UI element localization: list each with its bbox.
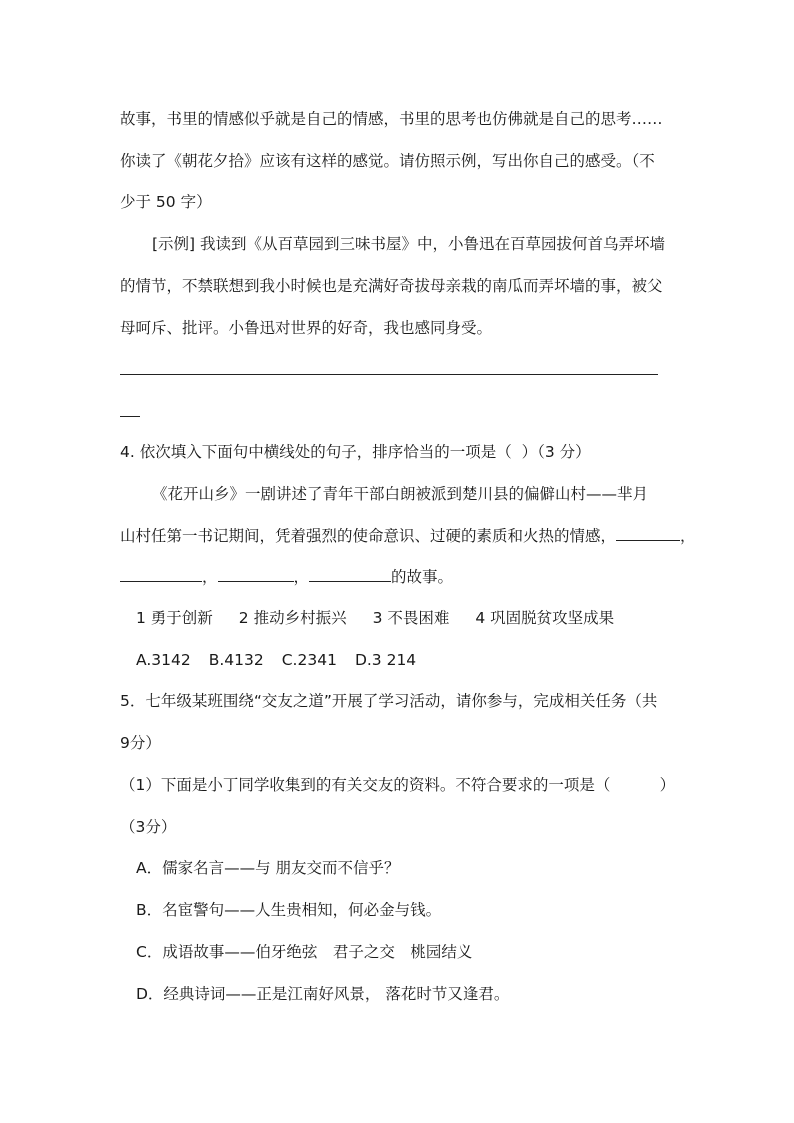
q5-stem-line-2: 9分） bbox=[120, 734, 161, 752]
q5-option-b: B．名宦警句——人生贵相知，何必金与钱。 bbox=[136, 901, 442, 919]
q4-passage-line-2 bbox=[120, 525, 696, 547]
q4-passage-end: 的故事。 bbox=[391, 568, 454, 586]
q5-option-c: C．成语故事——伯牙绝弦 君子之交 桃园结义 bbox=[136, 943, 473, 961]
example-line-2: 的情节，不禁联想到我小时候也是充满好奇拔母亲栽的南瓜而弄坏墙的事，被父 bbox=[120, 277, 663, 295]
q4-choice-c: C.2341 bbox=[281, 651, 337, 669]
q4-item: 4 巩固脱贫攻坚成果 bbox=[475, 609, 615, 627]
q4-choice-a: A.3142 bbox=[136, 651, 191, 669]
q4-items bbox=[136, 607, 640, 629]
q5-stem-line-1: 5．七年级某班围绕“交友之道”开展了学习活动，请你参与，完成相关任务（共 bbox=[120, 692, 658, 710]
answer-line bbox=[120, 374, 658, 375]
q4-choices bbox=[136, 649, 434, 671]
blank-4 bbox=[309, 567, 391, 582]
q4-item: 2 推动乡村振兴 bbox=[238, 609, 347, 627]
q5-sub1-line-1: （1）下面是小丁同学收集到的有关交友的资料。不符合要求的一项是（ ） bbox=[120, 776, 676, 794]
blank-2 bbox=[120, 567, 202, 582]
blank-3 bbox=[218, 567, 294, 582]
q5-option-d: D．经典诗词——正是江南好风景， 落花时节又逢君。 bbox=[136, 985, 510, 1003]
q4-passage-text: 山村任第一书记期间，凭着强烈的使命意识、过硬的素质和火热的情感， bbox=[120, 527, 617, 545]
q4-separator: ， bbox=[202, 568, 218, 586]
blank-1 bbox=[616, 526, 680, 541]
intro-line-2: 你读了《朝花夕拾》应该有这样的感觉。请仿照示例，写出你自己的感受。（不 bbox=[120, 152, 655, 170]
q4-choice-b: B.4132 bbox=[208, 651, 264, 669]
q5-sub1-line-2: （3分） bbox=[120, 818, 177, 836]
q4-separator: ， bbox=[680, 527, 696, 545]
q4-passage-line-3 bbox=[120, 566, 453, 588]
q4-separator: ， bbox=[293, 568, 310, 586]
q5-option-a: A．儒家名言——与 朋友交而不信乎？ bbox=[136, 859, 400, 877]
intro-line-3: 少于 50 字） bbox=[120, 193, 212, 211]
q4-passage-line-1: 《花开山乡》一剧讲述了青年干部白朗被派到楚川县的偏僻山村——芈月 bbox=[152, 485, 649, 503]
q4-choice-d: D.3 214 bbox=[354, 651, 417, 669]
q4-item: 1 勇于创新 bbox=[136, 609, 213, 627]
q4-item: 3 不畏困难 bbox=[372, 609, 450, 627]
answer-line-tail bbox=[120, 416, 140, 417]
example-line-3: 母呵斥、批评。小鲁迅对世界的好奇，我也感同身受。 bbox=[120, 319, 493, 337]
intro-line-1: 故事，书里的情感似乎就是自己的情感，书里的思考也仿佛就是自己的思考…… bbox=[120, 110, 663, 128]
example-line-1: [示例] 我读到《从百草园到三味书屋》中，小鲁迅在百草园拔何首乌弄坏墙 bbox=[152, 235, 666, 253]
q4-stem: 4. 依次填入下面句中横线处的句子，排序恰当的一项是（ ）（3 分） bbox=[120, 443, 591, 461]
